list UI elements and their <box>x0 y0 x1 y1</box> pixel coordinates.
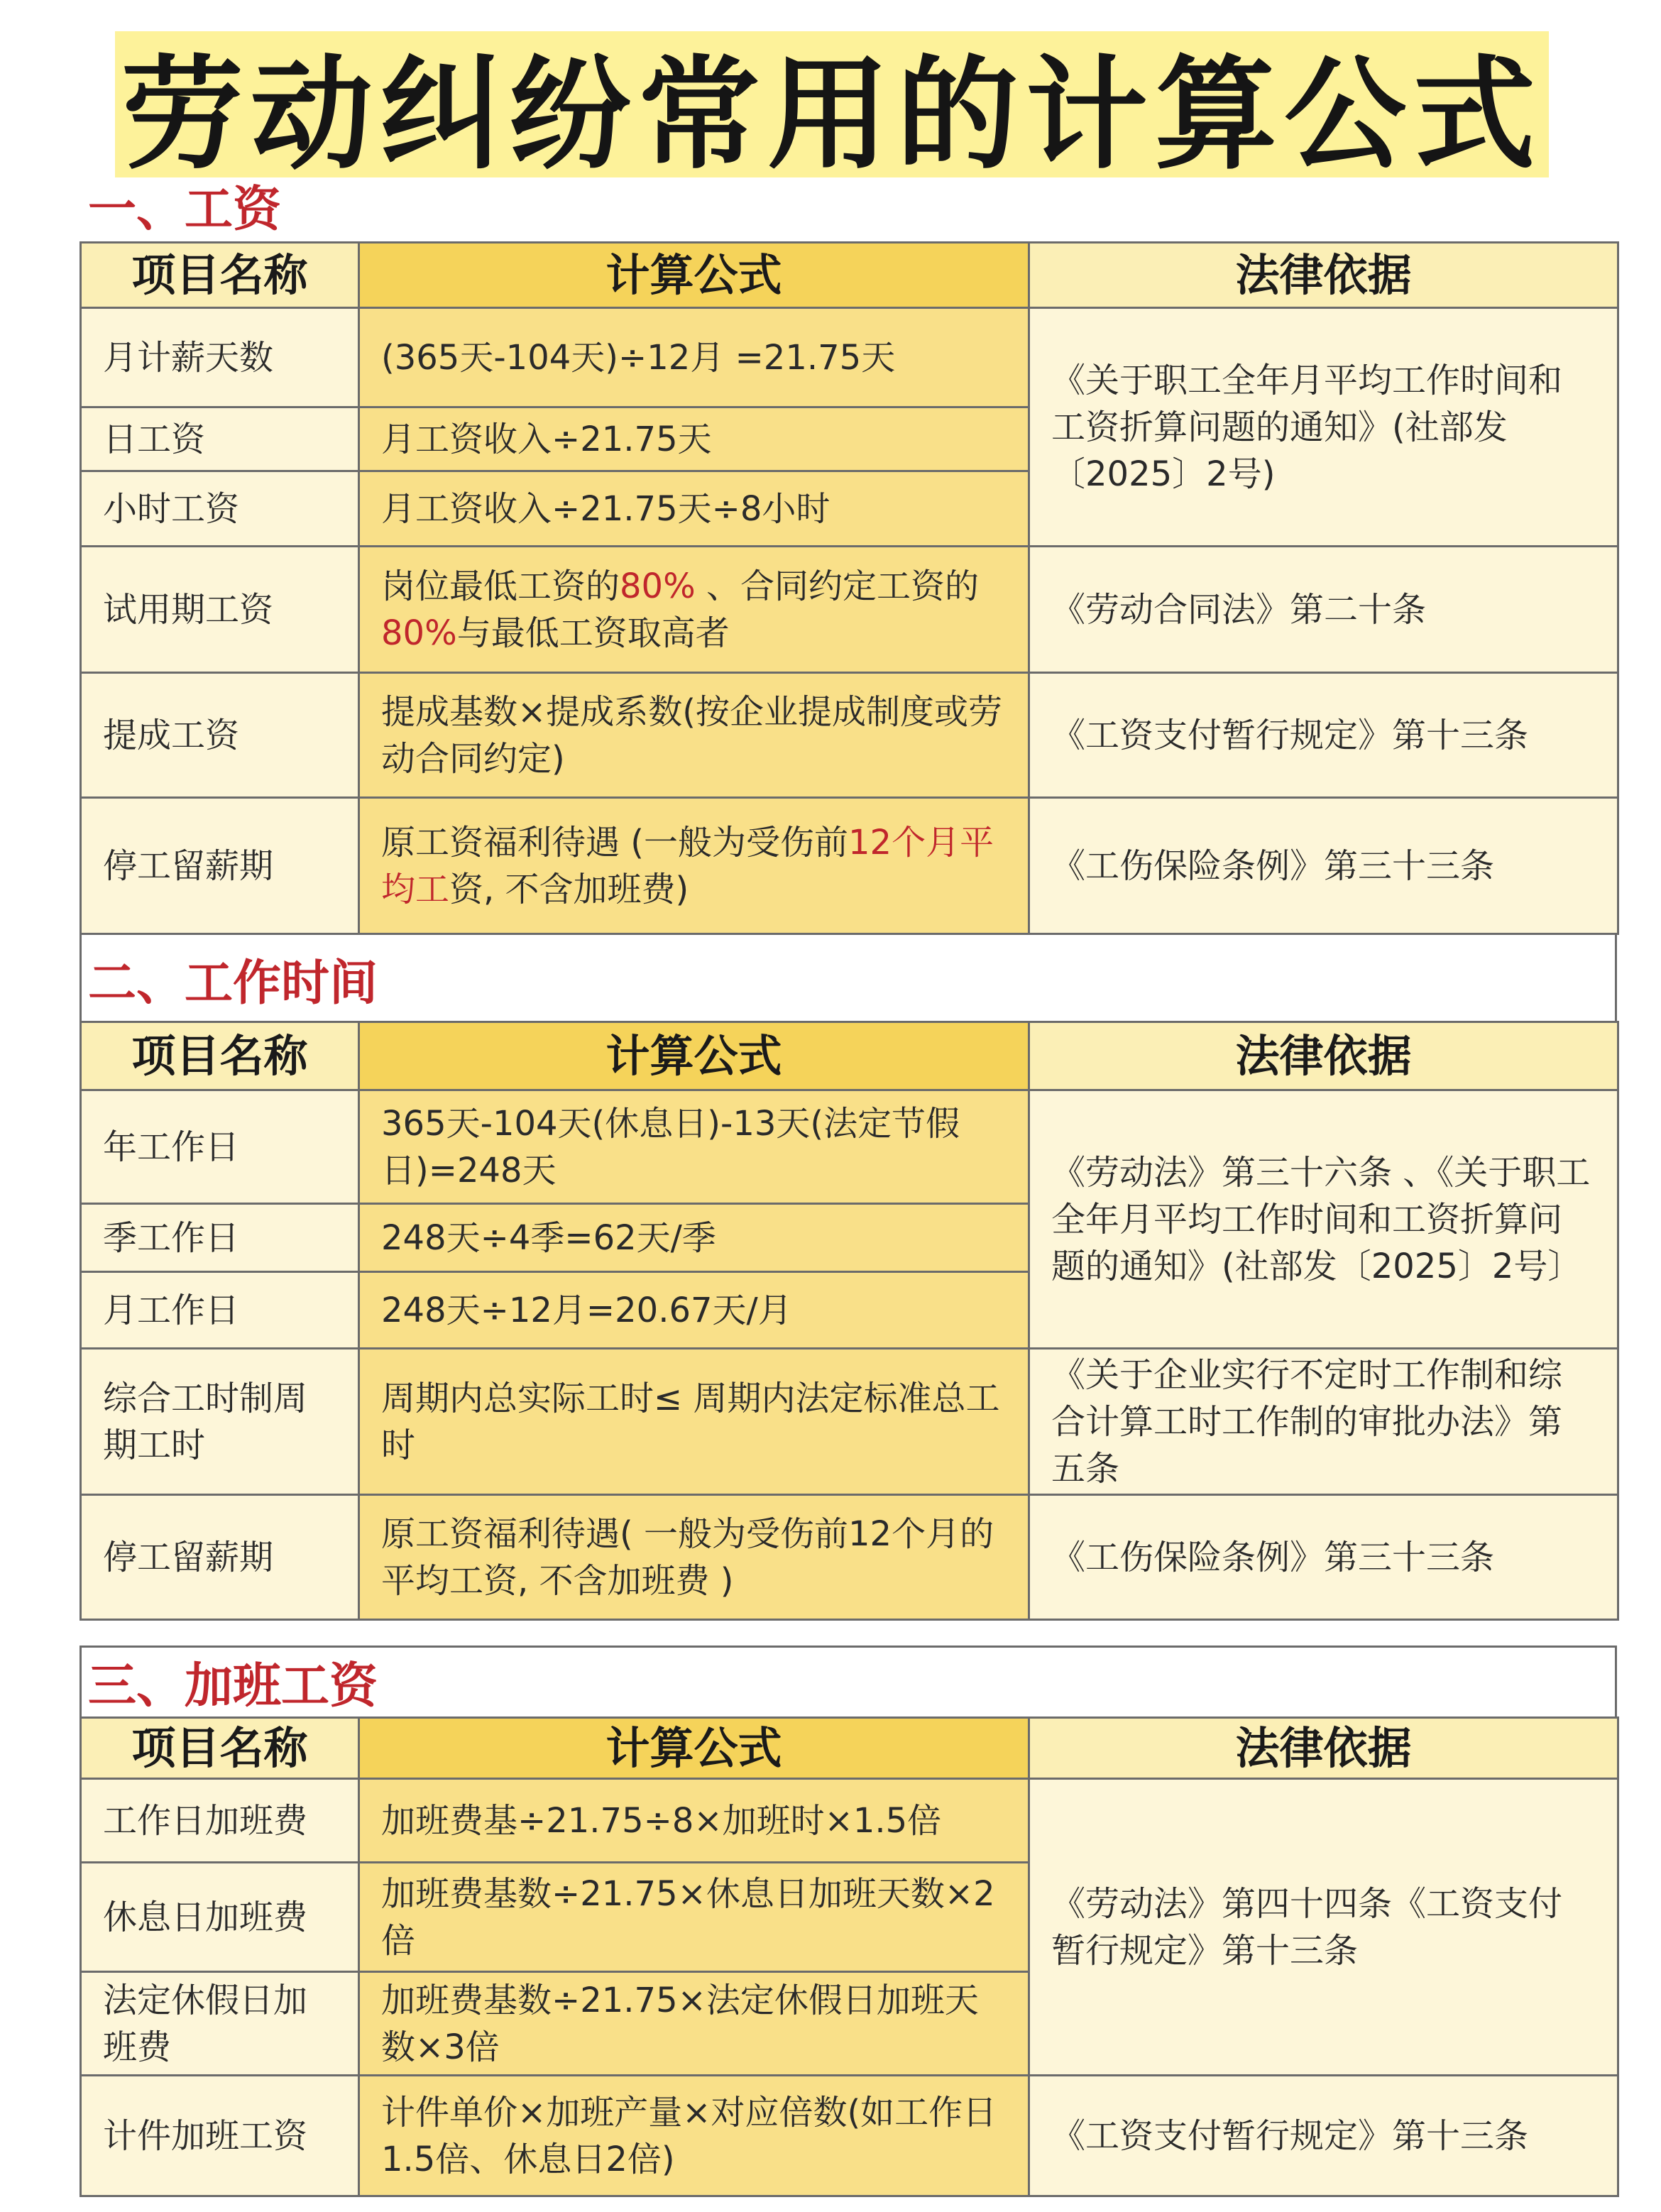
working-time-table <box>80 1021 1619 1621</box>
row-formula: 月工资收入÷21.75天÷8小时 <box>359 471 1029 547</box>
table-row <box>81 1779 1618 1863</box>
header-formula: 计算公式 <box>359 1718 1029 1779</box>
header-formula: 计算公式 <box>359 243 1029 308</box>
overtime-table <box>80 1717 1619 2197</box>
row-name: 停工留薪期 <box>81 798 359 934</box>
table-row <box>81 547 1618 673</box>
row-name: 季工作日 <box>81 1204 359 1272</box>
row-basis: 《劳动法》第四十四条《工资支付暂行规定》第十三条 <box>1029 1779 1618 2076</box>
section-title-overtime: 三、加班工资 <box>88 1658 378 1714</box>
row-name: 年工作日 <box>81 1090 359 1204</box>
frame-line <box>1615 933 1617 1022</box>
header-basis: 法律依据 <box>1029 1718 1618 1779</box>
row-name: 停工留薪期 <box>81 1495 359 1620</box>
row-formula: 加班费基÷21.75÷8×加班时×1.5倍 <box>359 1779 1029 1863</box>
table-row <box>81 308 1618 407</box>
row-name: 休息日加班费 <box>81 1863 359 1972</box>
row-name: 综合工时制周期工时 <box>81 1349 359 1495</box>
table-row <box>81 2076 1618 2196</box>
page-title: 劳动纠纷常用的计算公式 <box>121 43 1542 186</box>
header-basis: 法律依据 <box>1029 1022 1618 1090</box>
row-formula: 365天-104天(休息日)-13天(法定节假日)=248天 <box>359 1090 1029 1204</box>
row-name: 提成工资 <box>81 673 359 798</box>
formula-text: 资, 不含加班费) <box>449 869 689 909</box>
highlight-percent: 80% <box>620 566 696 606</box>
row-formula <box>359 547 1029 673</box>
row-name: 工作日加班费 <box>81 1779 359 1863</box>
highlight-percent: 80% <box>381 613 457 653</box>
header-name: 项目名称 <box>81 1718 359 1779</box>
table-row <box>81 1349 1618 1495</box>
table-row <box>81 798 1618 934</box>
header-formula: 计算公式 <box>359 1022 1029 1090</box>
row-name: 小时工资 <box>81 471 359 547</box>
section-title-wages: 一、工资 <box>88 182 282 238</box>
formula-text: 与最低工资取高者 <box>456 613 730 653</box>
table-row <box>81 1495 1618 1620</box>
row-formula: 原工资福利待遇( 一般为受伤前12个月的平均工资, 不含加班费 ) <box>359 1495 1029 1620</box>
row-formula: 周期内总实际工时≤ 周期内法定标准总工时 <box>359 1349 1029 1495</box>
row-formula: 加班费基数÷21.75×休息日加班天数×2倍 <box>359 1863 1029 1972</box>
row-formula <box>359 798 1029 934</box>
table-row <box>81 673 1618 798</box>
table-header-row <box>81 1718 1618 1779</box>
row-formula: (365天-104天)÷12月 =21.75天 <box>359 308 1029 407</box>
section-title-working-time: 二、工作时间 <box>88 956 378 1012</box>
table-row <box>81 1090 1618 1204</box>
row-basis: 《关于职工全年月平均工作时间和工资折算问题的通知》(社部发〔2025〕2号) <box>1029 308 1618 547</box>
row-formula: 248天÷12月=20.67天/月 <box>359 1272 1029 1349</box>
row-formula: 加班费基数÷21.75×法定休假日加班天数×3倍 <box>359 1972 1029 2076</box>
row-basis: 《工伤保险条例》第三十三条 <box>1029 1495 1618 1620</box>
row-name: 月工作日 <box>81 1272 359 1349</box>
row-name: 日工资 <box>81 407 359 471</box>
header-name: 项目名称 <box>81 243 359 308</box>
row-formula: 248天÷4季=62天/季 <box>359 1204 1029 1272</box>
row-basis: 《关于企业实行不定时工作制和综合计算工时工作制的审批办法》第五条 <box>1029 1349 1618 1495</box>
highlight-period: 12个月平均工 <box>381 822 994 909</box>
formula-text: 、合同约定工资的 <box>695 566 979 606</box>
row-name: 试用期工资 <box>81 547 359 673</box>
header-name: 项目名称 <box>81 1022 359 1090</box>
table-header-row <box>81 243 1618 308</box>
formula-text: 原工资福利待遇 (一般为受伤前 <box>381 822 848 863</box>
wages-table <box>80 241 1619 935</box>
row-basis: 《劳动合同法》第二十条 <box>1029 547 1618 673</box>
row-name: 法定休假日加班费 <box>81 1972 359 2076</box>
table-header-row <box>81 1022 1618 1090</box>
formula-text: 岗位最低工资的 <box>381 566 620 606</box>
row-basis: 《劳动法》第三十六条 、《关于职工全年月平均工作时间和工资折算问题的通知》(社部发〔2025〕2号〕 <box>1029 1090 1618 1349</box>
frame-line <box>80 933 82 1022</box>
header-basis: 法律依据 <box>1029 243 1618 308</box>
row-basis: 《工资支付暂行规定》第十三条 <box>1029 2076 1618 2196</box>
row-name: 月计薪天数 <box>81 308 359 407</box>
row-name: 计件加班工资 <box>81 2076 359 2196</box>
row-formula: 计件单价×加班产量×对应倍数(如工作日1.5倍、休息日2倍) <box>359 2076 1029 2196</box>
row-formula: 提成基数×提成系数(按企业提成制度或劳动合同约定) <box>359 673 1029 798</box>
row-basis: 《工资支付暂行规定》第十三条 <box>1029 673 1618 798</box>
row-formula: 月工资收入÷21.75天 <box>359 407 1029 471</box>
row-basis: 《工伤保险条例》第三十三条 <box>1029 798 1618 934</box>
